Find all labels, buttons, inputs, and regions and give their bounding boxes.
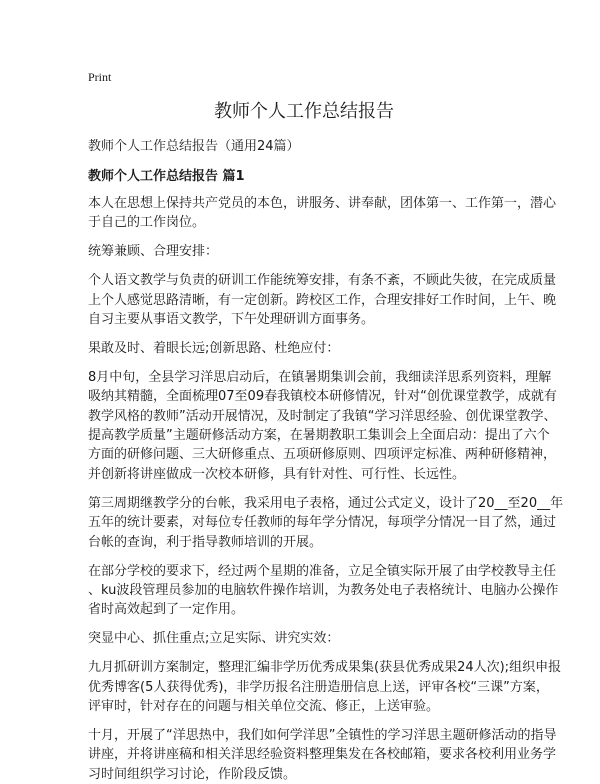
- paragraph-line: 在部分学校的要求下，经过两个星期的准备，立足全镇实际开展了由学校教导主任: [88, 563, 557, 579]
- paragraph: [88, 339, 528, 358]
- paragraph: [88, 194, 557, 233]
- paragraph-line: 习时间组织学习讨论，作阶段反馈。: [88, 766, 297, 782]
- paragraph: [88, 494, 564, 552]
- paragraph-line: 果敢及时、着眼长远;创新思路、杜绝应付：: [88, 340, 340, 356]
- paragraph: [88, 726, 557, 784]
- paragraph-line: 于自己的工作岗位。: [88, 215, 206, 231]
- paragraph-line: 并创新将讲座做成一次校本研修，具有针对性、可行性、长远性。: [88, 466, 466, 482]
- paragraph-line: 自习主要从事语文教学，下午处理研训方面事务。: [88, 312, 375, 328]
- paragraph-line: 突显中心、抓住重点;立足实际、讲究实效：: [88, 631, 340, 647]
- paragraph-line: 、ku波段管理员参加的电脑软件操作培训，为教务处电子表格统计、电脑办公操作: [88, 582, 559, 598]
- paragraph-line: 本人在思想上保持共产党员的本色，讲服务、讲奉献，团体第一、工作第一，潜心: [88, 196, 557, 211]
- paragraph-line: 评审时，针对存在的问题与相关单位交流、修正，上送审验。: [88, 698, 440, 714]
- paragraph-line: 统筹兼顾、合理安排：: [88, 244, 219, 260]
- paragraph-line: 九月抓研训方案制定，整理汇编非学历优秀成果集(获县优秀成果24人次);组织申报: [88, 660, 562, 676]
- paragraph-line: 十月，开展了“洋思热中，我们如何学洋思”全镇性的学习洋思主题研修活动的指导: [88, 727, 557, 743]
- paragraph: [88, 562, 559, 620]
- paragraph-line: 优秀博客(5人获得优秀)，非学历报名注册造册信息上送，评审各校“三课”方案，: [88, 679, 549, 695]
- section-heading: 教师个人工作总结报告 篇1: [88, 169, 245, 184]
- paragraph: [88, 271, 557, 329]
- paragraph-line: 8月中旬，全县学习洋思启动后，在镇暑期集训会前，我细读洋思系列资料，理解: [88, 369, 552, 385]
- paragraph-line: 第三周期继教学分的台帐，我采用电子表格，通过公式定义，设计了20__至20__年: [88, 495, 564, 511]
- paragraph-line: 上个人感觉思路清晰，有一定创新。跨校区工作，合理安排好工作时间，上午、晚: [88, 292, 557, 308]
- print-link[interactable]: Print: [88, 70, 112, 84]
- paragraph-line: 五年的统计要素，对每位专任教师的每年学分情况，每项学分情况一目了然，通过: [88, 515, 557, 531]
- page-title: 教师个人工作总结报告: [214, 101, 394, 122]
- paragraph: [88, 658, 562, 716]
- paragraph-line: 吸纳其精髓，全面梳理07至09春我镇校本研修情况，针对“创优课堂教学，成就有: [88, 389, 557, 405]
- paragraph: [88, 368, 557, 484]
- paragraph-line: 台帐的查询，利于指导教师培训的开展。: [88, 534, 323, 550]
- paragraph-line: 方面的研修问题、三大研修重点、五项研修原则、四项评定标准、两种研修精神，: [88, 447, 557, 463]
- paragraph-line: 提高教学质量”主题研修活动方案，在暑期教职工集训会上全面启动：提出了六个: [88, 428, 550, 444]
- document-body: [88, 194, 564, 784]
- paragraph-line: 教学风格的教师”活动开展情况，及时制定了我镇“学习洋思经验、创优课堂教学、: [88, 408, 557, 424]
- paragraph: [88, 242, 528, 261]
- paragraph-line: 讲座，并将讲座稿和相关洋思经验资料整理集发在各校邮箱，要求各校利用业务学: [88, 747, 557, 763]
- document-subtitle: 教师个人工作总结报告（通用24篇）: [88, 139, 300, 154]
- paragraph: [88, 629, 528, 648]
- paragraph-line: 个人语文教学与负责的研训工作能统筹安排，有条不紊，不顾此失彼，在完成质量: [88, 273, 557, 289]
- paragraph-line: 省时高效起到了一定作用。: [88, 602, 245, 618]
